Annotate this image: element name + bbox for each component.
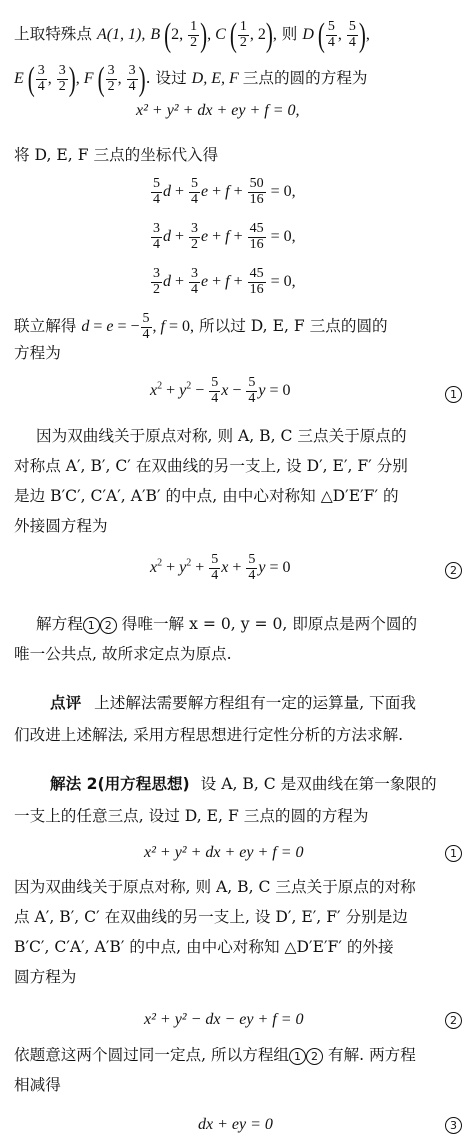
- para-sym2-3: B′C′, C′A′, A′B′ 的中点, 由中心对称知 △D′E′F′ 的外接: [14, 938, 394, 956]
- ref-m2: 2: [306, 1048, 323, 1065]
- text-solve-b: 所以过 D, E, F 三点的圆的: [199, 316, 388, 335]
- equation-circle-2: $x^2 + y^2$ + $\frac{5}{4}$ x + $\frac{5}{4}$ y = 0: [150, 552, 291, 583]
- ref-m1: 1: [289, 1048, 306, 1065]
- text-unique-solution: 得唯一解 x = 0, y = 0, 即原点是两个圆的: [121, 615, 418, 633]
- ref-2: 2: [100, 617, 117, 634]
- method2-line-1: [50, 774, 437, 794]
- para-last-1: [14, 1045, 416, 1065]
- eq-number-1: 1: [445, 386, 462, 403]
- system-eq-1: $\frac{5}{4}$ d + $\frac{5}{4}$ e + f + $\frac{50}{16}$ = 0,: [153, 176, 296, 207]
- ref-1: 1: [83, 617, 100, 634]
- comment-line-1: [50, 693, 416, 713]
- equation-m2-2: x² + y² − dx − ey + f = 0: [144, 1011, 304, 1028]
- comment-line-2: 们改进上述解法, 采用方程思想进行定性分析的方法求解.: [14, 726, 404, 744]
- equation-m2-3: dx + ey = 0: [198, 1116, 273, 1133]
- line-special-points: 上取特殊点 A(1, 1), B (2, $\frac{1}{2}$ ), C ( $\frac{1}{2}$ , 2), 则 D ( $\frac{5}{4}$ , $\frac{5}{4}$ ),: [14, 15, 370, 55]
- text-equation-is: 方程为: [14, 344, 61, 362]
- para-sym2-4: 圆方程为: [14, 968, 77, 986]
- para-sym2-1: 因为双曲线关于原点对称, 则 A, B, C 三点关于原点的对称: [14, 878, 416, 896]
- text-solve-eq: 解方程: [36, 615, 83, 633]
- para-sym-4: 外接圆方程为: [14, 517, 108, 535]
- point-a: A(1, 1),: [96, 25, 146, 43]
- text-circle-eq: 三点的圆的方程为: [242, 68, 368, 87]
- system-eq-2: $\frac{3}{4}$ d + $\frac{3}{2}$ e + f + $\frac{45}{16}$ = 0,: [153, 221, 296, 252]
- eq-number-2: 2: [445, 562, 462, 579]
- eq-number-m3: 3: [445, 1117, 462, 1134]
- equation-m2-1: x² + y² + dx + ey + f = 0: [144, 844, 304, 861]
- para-unique-1: [36, 614, 417, 634]
- method2-line-2: 一支上的任意三点, 设过 D, E, F 三点的圆的方程为: [14, 807, 369, 825]
- text-has-solution: 有解. 两方程: [327, 1046, 416, 1064]
- comment-text-1: 上述解法需要解方程组有一定的运算量, 下面我: [94, 694, 416, 712]
- equation-general: x² + y² + dx + ey + f = 0,: [136, 102, 300, 119]
- para-last-2: 相减得: [14, 1076, 61, 1094]
- para-sym-1: 因为双曲线关于原点对称, 则 A, B, C 三点关于原点的: [36, 427, 407, 445]
- system-eq-3: $\frac{3}{2}$ d + $\frac{3}{4}$ e + f + $\frac{45}{16}$ = 0,: [153, 266, 296, 297]
- eq-number-m1: 1: [445, 845, 462, 862]
- line-solve: 联立解得 d = e = − $\frac{5}{4}$ , f = 0, 所以过 D, E, F 三点的圆的: [14, 311, 388, 342]
- text-solve: 联立解得: [14, 316, 77, 335]
- text-substitute: 将 D, E, F 三点的坐标代入得: [14, 146, 219, 164]
- text-then: 则: [281, 24, 298, 43]
- text-same-point: 依题意这两个圆过同一定点, 所以方程组: [14, 1046, 290, 1064]
- eq-number-m2: 2: [445, 1012, 462, 1029]
- text-lead: 上取特殊点: [14, 24, 92, 43]
- equation-circle-1: $x^2 + y^2$ − $\frac{5}{4}$ x − $\frac{5}{4}$ y = 0: [150, 375, 291, 406]
- para-unique-2: 唯一公共点, 故所求定点为原点.: [14, 645, 232, 663]
- line-points-ef: E ( $\frac{3}{4}$ , $\frac{3}{2}$ ), F ( $\frac{3}{2}$ , $\frac{3}{4}$ ). 设过 D, E, F 三点的圆的方程为: [14, 59, 368, 99]
- comment-label: 点评: [50, 694, 82, 712]
- para-sym-3: 是边 B′C′, C′A′, A′B′ 的中点, 由中心对称知 △D′E′F′ 的: [14, 487, 399, 505]
- method2-label: 解法 2(用方程思想): [50, 775, 190, 793]
- method2-text-1: 设 A, B, C 是双曲线在第一象限的: [200, 775, 437, 793]
- text-set: . 设过: [145, 68, 187, 87]
- para-sym-2: 对称点 A′, B′, C′ 在双曲线的另一支上, 设 D′, E′, F′ 分别: [14, 457, 408, 475]
- para-sym2-2: 点 A′, B′, C′ 在双曲线的另一支上, 设 D′, E′, F′ 分别是边: [14, 908, 408, 926]
